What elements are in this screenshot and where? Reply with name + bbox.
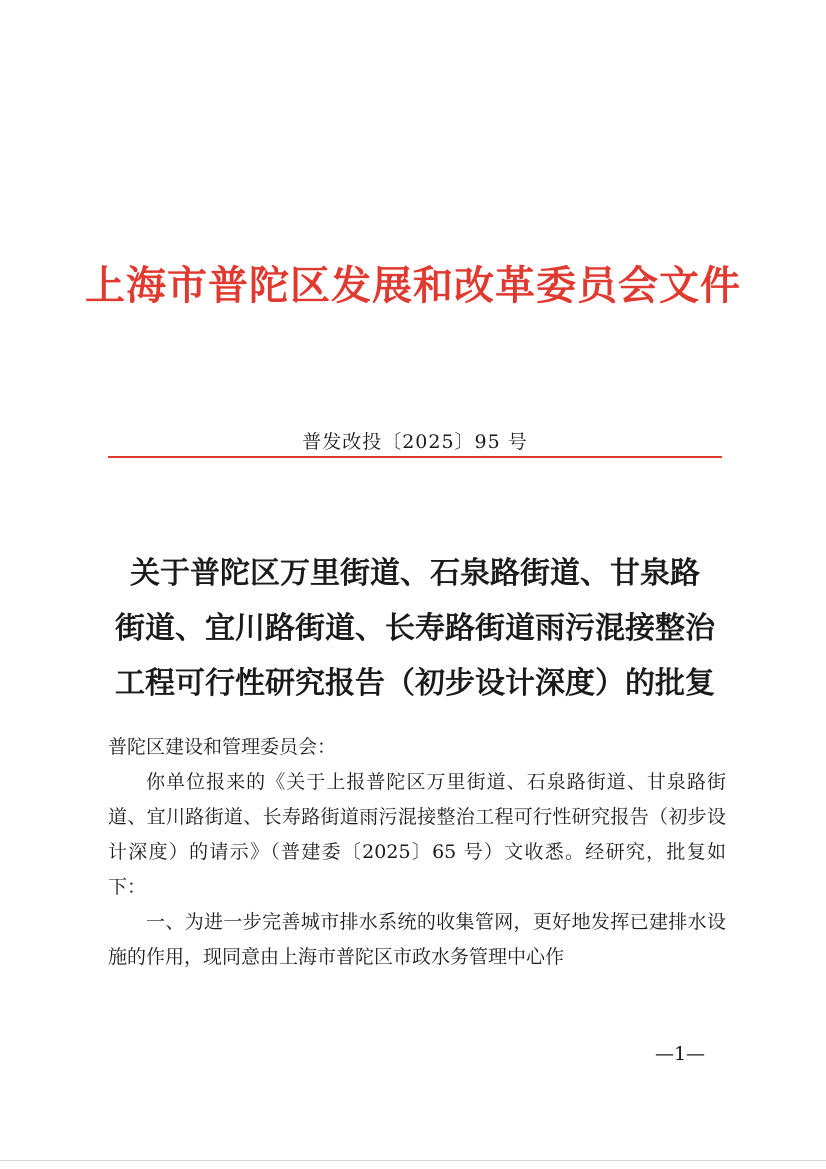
- body-paragraph: 你单位报来的《关于上报普陀区万里街道、石泉路街道、甘泉路街道、宜川路街道、长寿路街道雨污混接整治工程可行性研究报告（初步设计深度）的请示》（普建委〔2025〕65 号）文收悉。经研究，批复如下：: [108, 771, 726, 898]
- body-paragraph: 一、为进一步完善城市排水系统的收集管网，更好地发挥已建排水设施的作用，现同意由上海市普陀区市政水务管理中心作: [108, 911, 726, 968]
- document-number: 普发改投〔2025〕95 号: [302, 431, 528, 453]
- page-number: —1—: [654, 1043, 706, 1065]
- document-body: [108, 730, 726, 975]
- title-line: 关于普陀区万里街道、石泉路街道、甘泉路: [130, 556, 700, 591]
- addressee: 普陀区建设和管理委员会：: [108, 736, 337, 758]
- document-title: [100, 546, 730, 711]
- red-separator-line: [108, 456, 722, 458]
- title-line: 街道、宜川路街道、长寿路街道雨污混接整治: [115, 611, 715, 646]
- issuer-heading: 上海市普陀区发展和改革委员会文件: [85, 262, 741, 309]
- page-bottom-edge: [0, 1160, 826, 1161]
- title-line: 工程可行性研究报告（初步设计深度）的批复: [115, 666, 715, 701]
